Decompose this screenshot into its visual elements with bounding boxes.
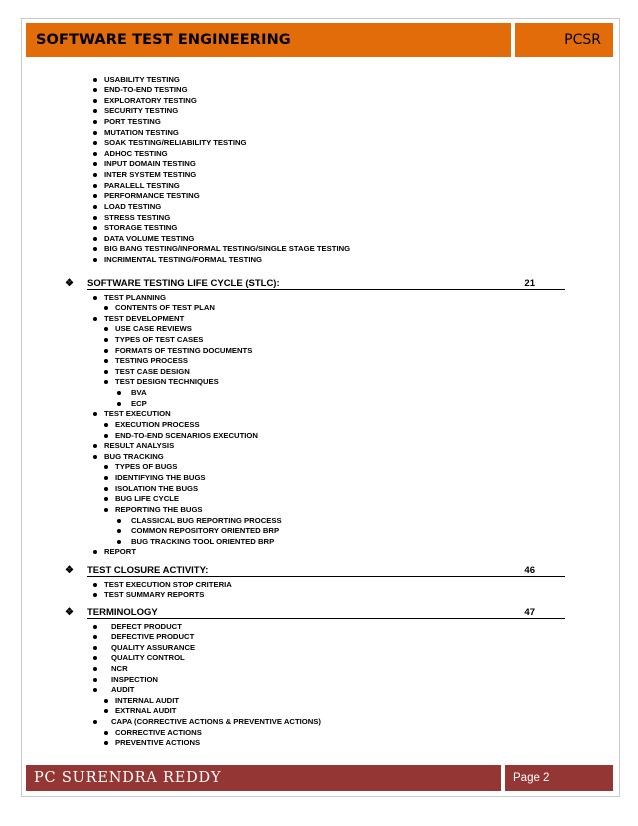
list-item: [104, 505, 203, 515]
list-item-label: CAPA (CORRECTIVE ACTIONS & PREVENTIVE ACTIONS): [111, 717, 321, 727]
list-item-label: PERFORMANCE TESTING: [104, 191, 200, 201]
list-item-label: RESULT ANALYSIS: [104, 441, 175, 451]
list-item-label: TYPES OF BUGS: [115, 462, 178, 472]
bullet-icon: [117, 402, 121, 406]
bullet-icon: [93, 173, 97, 177]
list-item-label: CORRECTIVE ACTIONS: [115, 727, 202, 737]
bullet-icon: [104, 338, 108, 342]
list-item-label: CLASSICAL BUG REPORTING PROCESS: [131, 515, 282, 525]
bullet-icon: [104, 731, 108, 735]
list-item-label: PARALELL TESTING: [104, 180, 180, 190]
list-item: [93, 149, 168, 159]
list-item-label: COMMON REPOSITORY ORIENTED BRP: [131, 526, 280, 536]
bullet-icon: [93, 412, 97, 416]
list-item-label: IDENTIFYING THE BUGS: [115, 473, 206, 483]
bullet-icon: [93, 162, 97, 166]
bullet-icon: [104, 487, 108, 491]
list-item-label: TEST CASE DESIGN: [115, 366, 190, 376]
list-item-label: TEST EXECUTION: [104, 409, 171, 419]
list-item-label: INTERNAL AUDIT: [115, 695, 180, 705]
list-item-label: BUG TRACKING TOOL ORIENTED BRP: [131, 536, 275, 546]
list-item-label: CONTENTS OF TEST PLAN: [115, 303, 215, 313]
bullet-icon: [117, 519, 121, 523]
bullet-icon: [104, 497, 108, 501]
bullet-icon: [93, 78, 97, 82]
bullet-icon: [93, 720, 97, 724]
list-item-label: NCR: [111, 663, 128, 673]
list-item: [104, 335, 203, 345]
list-item: [104, 367, 190, 377]
diamond-bullet-icon: ❖: [65, 278, 74, 289]
list-item-label: END-TO-END TESTING: [104, 85, 188, 95]
list-item: [104, 728, 202, 738]
list-item: [93, 213, 170, 223]
list-item: [104, 431, 258, 441]
bullet-icon: [93, 141, 97, 145]
list-item-label: END-TO-END SCENARIOS EXECUTION: [115, 430, 258, 440]
toc-section-heading[interactable]: [65, 276, 565, 290]
page-footer: [26, 765, 613, 791]
list-item: [104, 462, 177, 472]
list-item-label: FORMATS OF TESTING DOCUMENTS: [115, 345, 253, 355]
list-item: [104, 324, 192, 334]
list-item: [104, 346, 252, 356]
list-item: [117, 388, 147, 398]
list-item-label: BIG BANG TESTING/INFORMAL TESTING/SINGLE STAGE TESTING: [104, 244, 351, 254]
bullet-icon: [93, 237, 97, 241]
list-item: [117, 526, 279, 536]
list-item: [93, 452, 164, 462]
list-item-label: ISOLATION THE BUGS: [115, 483, 199, 493]
list-item: [117, 516, 282, 526]
list-item-label: EXTRNAL AUDIT: [115, 706, 177, 716]
list-item: [104, 377, 219, 387]
list-item: [93, 85, 188, 95]
bullet-icon: [93, 635, 97, 639]
list-item: [104, 484, 198, 494]
bullet-icon: [93, 120, 97, 124]
list-item-label: TYPES OF TEST CASES: [115, 334, 204, 344]
bullet-icon: [104, 709, 108, 713]
list-item: [93, 664, 128, 674]
list-item-label: TEST PLANNING: [104, 292, 166, 302]
bullet-icon: [93, 550, 97, 554]
list-item-label: TEST SUMMARY REPORTS: [104, 590, 205, 600]
bullet-icon: [104, 306, 108, 310]
bullet-icon: [93, 646, 97, 650]
list-item: [93, 138, 247, 148]
document-title: SOFTWARE TEST ENGINEERING: [36, 32, 291, 48]
list-item: [117, 537, 274, 547]
list-item-label: PREVENTIVE ACTIONS: [115, 738, 201, 748]
bullet-icon: [93, 678, 97, 682]
list-item: [93, 590, 204, 600]
bullet-icon: [93, 247, 97, 251]
list-item-label: INPUT DOMAIN TESTING: [104, 159, 196, 169]
list-item: [104, 706, 177, 716]
bullet-icon: [93, 131, 97, 135]
list-item: [104, 696, 179, 706]
section-page-number: 21: [524, 278, 535, 289]
list-item: [93, 181, 180, 191]
list-item-label: SOAK TESTING/RELIABILITY TESTING: [104, 138, 247, 148]
list-item-label: STORAGE TESTING: [104, 223, 178, 233]
bullet-icon: [93, 184, 97, 188]
bullet-icon: [93, 194, 97, 198]
diamond-bullet-icon: ❖: [65, 607, 74, 618]
list-item-label: BUG TRACKING: [104, 451, 164, 461]
list-item-label: BVA: [131, 388, 147, 398]
bullet-icon: [117, 391, 121, 395]
bullet-icon: [93, 667, 97, 671]
list-item-label: DEFECTIVE PRODUCT: [111, 632, 195, 642]
list-item-label: INSPECTION: [111, 674, 158, 684]
bullet-icon: [104, 370, 108, 374]
list-item-label: STRESS TESTING: [104, 212, 171, 222]
list-item-label: TEST EXECUTION STOP CRITERIA: [104, 579, 232, 589]
section-page-number: 47: [524, 607, 535, 618]
bullet-icon: [104, 434, 108, 438]
bullet-icon: [104, 380, 108, 384]
list-item-label: TESTING PROCESS: [115, 356, 189, 366]
list-item: [104, 494, 179, 504]
list-item-label: EXPLORATORY TESTING: [104, 95, 197, 105]
list-item-label: PORT TESTING: [104, 116, 161, 126]
list-item-label: AUDIT: [111, 685, 135, 695]
bullet-icon: [93, 109, 97, 113]
list-item: [93, 159, 196, 169]
list-item-label: ADHOC TESTING: [104, 148, 168, 158]
list-item-label: BUG LIFE CYCLE: [115, 494, 180, 504]
list-item-label: MUTATION TESTING: [104, 127, 179, 137]
list-item-label: DEFECT PRODUCT: [111, 621, 182, 631]
list-item-label: TEST DEVELOPMENT: [104, 313, 185, 323]
list-item-label: TEST DESIGN TECHNIQUES: [115, 377, 219, 387]
footer-author-bar: [26, 765, 501, 791]
list-item: [93, 223, 177, 233]
list-item-label: QUALITY CONTROL: [111, 653, 185, 663]
bullet-icon: [104, 349, 108, 353]
toc-section-heading[interactable]: [65, 605, 565, 619]
diamond-bullet-icon: ❖: [65, 565, 74, 576]
list-item: [104, 356, 188, 366]
list-item: [93, 106, 178, 116]
bullet-icon: [104, 508, 108, 512]
list-item-label: DATA VOLUME TESTING: [104, 233, 195, 243]
bullet-icon: [104, 359, 108, 363]
bullet-icon: [93, 625, 97, 629]
list-item: [117, 399, 147, 409]
section-title: TERMINOLOGY: [87, 607, 158, 618]
section-title: TEST CLOSURE ACTIVITY:: [87, 565, 209, 576]
bullet-icon: [104, 423, 108, 427]
bullet-icon: [117, 540, 121, 544]
list-item-label: ECP: [131, 398, 147, 408]
list-item-label: SECURITY TESTING: [104, 106, 179, 116]
section-title: SOFTWARE TESTING LIFE CYCLE (STLC):: [87, 278, 280, 289]
bullet-icon: [117, 529, 121, 533]
section-page-number: 46: [524, 565, 535, 576]
list-item: [93, 96, 197, 106]
list-item-label: INTER SYSTEM TESTING: [104, 170, 197, 180]
list-item-label: EXECUTION PROCESS: [115, 419, 200, 429]
author-name: PC SURENDRA REDDY: [34, 770, 222, 786]
list-item: [93, 202, 161, 212]
bullet-icon: [93, 444, 97, 448]
list-item-label: REPORTING THE BUGS: [115, 504, 203, 514]
list-item: [93, 675, 158, 685]
bullet-icon: [104, 465, 108, 469]
list-item: [93, 409, 171, 419]
list-item-label: USABILITY TESTING: [104, 74, 180, 84]
list-item: [93, 128, 179, 138]
list-item: [93, 191, 200, 201]
list-item: [93, 244, 350, 254]
list-item: [104, 420, 200, 430]
bullet-icon: [104, 699, 108, 703]
list-item: [93, 293, 166, 303]
list-item-label: USE CASE REVIEWS: [115, 324, 192, 334]
list-item: [93, 441, 174, 451]
bullet-icon: [104, 327, 108, 331]
bullet-icon: [93, 216, 97, 220]
bullet-icon: [93, 455, 97, 459]
list-item: [93, 653, 185, 663]
bullet-icon: [93, 205, 97, 209]
list-item: [104, 303, 215, 313]
bullet-icon: [93, 583, 97, 587]
list-item: [93, 314, 184, 324]
bullet-icon: [93, 296, 97, 300]
list-item: [93, 622, 182, 632]
bullet-icon: [93, 688, 97, 692]
list-item: [93, 717, 321, 727]
bullet-icon: [104, 741, 108, 745]
list-item: [93, 547, 136, 557]
footer-page-bar: [505, 765, 613, 791]
list-item-label: INCRIMENTAL TESTING/FORMAL TESTING: [104, 255, 263, 265]
list-item: [93, 580, 232, 590]
bullet-icon: [93, 656, 97, 660]
list-item: [93, 117, 161, 127]
toc-section-heading[interactable]: [65, 563, 565, 577]
list-item-label: LOAD TESTING: [104, 201, 162, 211]
list-item: [93, 75, 180, 85]
bullet-icon: [93, 99, 97, 103]
bullet-icon: [93, 593, 97, 597]
bullet-icon: [93, 88, 97, 92]
header-code: PCSR: [564, 32, 601, 48]
list-item-label: REPORT: [104, 547, 137, 557]
list-item: [93, 643, 195, 653]
list-item: [104, 473, 206, 483]
list-item: [93, 170, 196, 180]
list-item: [93, 234, 194, 244]
list-item: [93, 685, 135, 695]
bullet-icon: [93, 152, 97, 156]
bullet-icon: [93, 258, 97, 262]
bullet-icon: [104, 476, 108, 480]
list-item: [93, 632, 194, 642]
bullet-icon: [93, 317, 97, 321]
list-item: [93, 255, 262, 265]
list-item-label: QUALITY ASSURANCE: [111, 642, 196, 652]
list-item: [104, 738, 200, 748]
bullet-icon: [93, 226, 97, 230]
page-number: Page 2: [513, 772, 550, 784]
